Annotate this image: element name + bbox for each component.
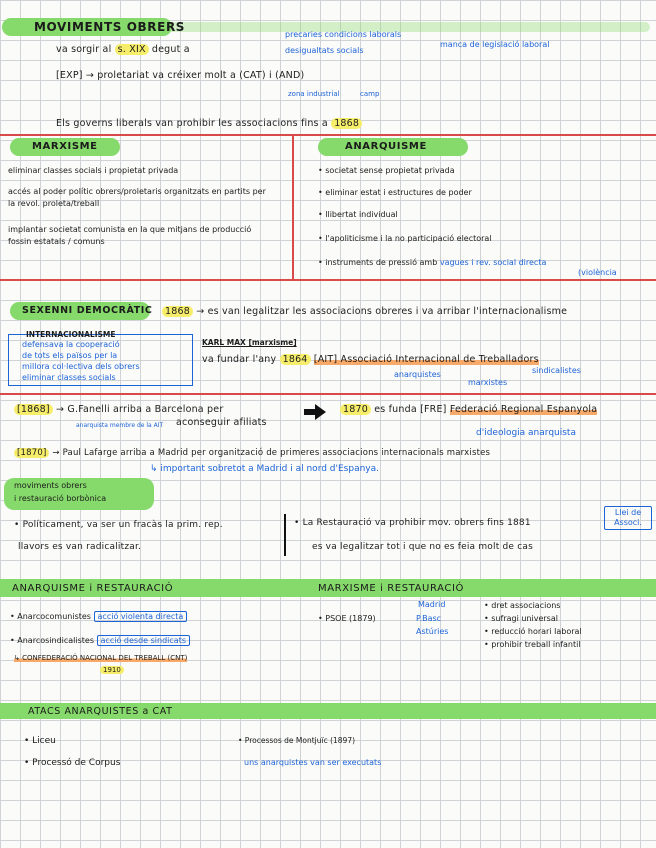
divider-bottom [0,279,656,281]
anarquisme-item-5-blue2: (violència [578,268,617,277]
page-title: MOVIMENTS OBRERS [34,20,186,34]
cnt-year-text: 1910 [100,666,124,674]
ait-branch-3: sindicalistes [532,366,581,375]
marxisme-item-3: implantar societat comunista en la que mitjans de producció fossin estatals / comuns [8,225,252,246]
anar-rest-item-1-blue: acció violenta directa [94,611,188,622]
intro-text-b: degut a [151,44,190,55]
intern-title: INTERNACIONALISME [26,330,116,339]
marx-point-3: • reducció horari laboral [484,627,582,636]
century-highlight: s. XIX [115,44,149,55]
anarquisme-item-3-text: llibertat individual [325,210,398,219]
restauracio-right-2: es va legalitzar tot i que no es feia molt de cas [312,542,533,552]
atacs-left-2: • Processó de Corpus [24,758,121,768]
anar-rest-heading: ANARQUISME i RESTAURACIÓ [12,583,174,594]
anar-rest-item-1 [10,612,187,621]
big-arrow-icon [304,404,326,420]
title-band-extension [160,22,650,32]
marx-point-4: • prohibir treball infantil [484,640,581,649]
sexenni-heading [22,305,152,316]
intern-line-1: defensava la cooperació [22,340,120,349]
fanelli-note: anarquista membre de la AIT [76,422,164,429]
restauracio-left-1: • Políticament, va ser un fracàs la prim. rep. [14,520,223,530]
anarquisme-item-3: • llibertat individual [318,210,398,219]
anarquisme-item-4-text: l'apoliticisme i la no participació electoral [325,234,492,243]
fre-line [340,404,597,415]
lafarge-year: [1870] [14,448,49,458]
atacs-right: • Processos de Montjuïc (1897) [238,736,356,745]
internacionalisme-bracket-right [186,334,193,386]
anarquisme-item-1: • societat sense propietat privada [318,166,455,175]
cnt-line [14,654,187,662]
intern-line-3: millora col·lectiva dels obrers [22,362,140,371]
fre-year: 1870 [340,404,371,415]
fanelli-year: [1868] [14,404,53,415]
ait-year: 1864 [280,354,311,365]
intern-line-2: de tots els països per la [22,351,118,360]
marx-point-2: • sufragi universal [484,614,558,623]
fre-note: d'ideologia anarquista [476,428,576,438]
divider-sexenni [0,393,656,395]
note-cat: zona industrial [288,90,340,98]
sexenni-text: → es van legalitzar les associacions obreres i va arribar l'internacionalisme [196,306,568,317]
intro-line3 [56,118,362,129]
restauracio-heading-1: moviments obrers [14,481,87,490]
sexenni-heading-text: SEXENNI DEMOCRÀTIC [22,305,153,316]
anarquisme-item-5: • instruments de pressió amb vagues i rev. social directa [318,258,547,267]
psoe: • PSOE (1879) [318,614,376,623]
atacs-right-blue: uns anarquistes van ser executats [244,758,382,767]
marx-point-1: • dret associacions [484,601,561,610]
anar-rest-item-2 [10,636,190,645]
region-1: Madrid [418,600,446,609]
restauracio-heading-2: i restauració borbònica [14,494,107,503]
intro-line2: [EXP] → proletariat va créixer molt a (CAT) i (AND) [56,70,305,81]
note-and: camp [360,90,380,98]
anarquisme-item-5-blue: vagues i rev. social directa [439,258,547,267]
fanelli-text-b: aconseguir afiliats [176,417,267,428]
llei-associacions-box [604,506,652,530]
marx-rest-heading: MARXISME i RESTAURACIÓ [318,583,464,594]
ait-line [202,354,539,365]
cause-2: desigualtats socials [285,46,364,55]
divider-vertical [292,134,294,280]
fre-text: es funda [FRE] [374,404,447,415]
lafarge-text: → Paul Lafarge arriba a Madrid per organització de primeres associacions internacionals marxistes [52,448,491,458]
anar-rest-item-1-text: • Anarcocomunistes [10,612,91,621]
restauracio-right-1: • La Restauració va prohibir mov. obrers fins 1881 [294,518,531,528]
intro-text-a: va sorgir al [56,44,112,55]
intern-line-4: eliminar classes socials [22,373,116,382]
anarquisme-item-2-text: eliminar estat i estructures de poder [325,188,472,197]
cause-extra: manca de legislació laboral [440,40,550,49]
fanelli-text-a: → G.Fanelli arriba a Barcelona per [56,404,224,415]
lafarge-note: ↳ important sobretot a Madrid i al nord d'Espanya. [150,464,380,474]
anarquisme-heading: ANARQUISME [345,141,427,152]
atacs-heading: ATACS ANARQUISTES a CAT [28,706,173,717]
karl-marx: KARL MAX [marxisme] [202,338,297,347]
restauracio-divider [284,514,286,556]
llei-associacions-text: Llei de Associ. [614,508,642,527]
divider-top [0,134,656,136]
region-2: P.Basc [416,614,442,623]
fre-name: Federació Regional Espanyola [449,404,598,415]
anarquisme-item-4: • l'apoliticisme i la no participació electoral [318,234,492,243]
anarquisme-item-5-text: instruments de pressió amb [325,258,438,267]
year-1868-highlight: 1868 [331,118,362,129]
anar-rest-item-2-text: • Anarcosindicalistes [10,636,95,645]
fanelli-line [14,404,223,415]
restauracio-left-2: llavors es van radicalitzar. [18,542,142,552]
marxisme-heading: MARXISME [32,141,98,152]
cnt-text: ↳ CONFEDERACIÓ NACIONAL DEL TREBALL (CNT) [14,654,188,662]
marxisme-item-2: accés al poder polític obrers/proletaris organitzats en partits per la revol. proleta/treball [8,187,266,208]
ait-text: va fundar l'any [202,354,277,365]
intro-line3-text: Els governs liberals van prohibir les associacions fins a [56,118,328,129]
intro-line1 [56,44,190,55]
marxisme-item-1: eliminar classes socials i propietat privada [8,166,179,175]
sexenni-year: 1868 [162,306,193,317]
ait-branch-1: anarquistes [394,370,441,379]
anar-rest-item-2-blue: acció desde sindicats [97,635,190,646]
lafarge-line [14,448,490,458]
anarquisme-item-2: • eliminar estat i estructures de poder [318,188,472,197]
anarquisme-item-1-text: societat sense propietat privada [325,166,455,175]
ait-branch-2: marxistes [468,378,508,387]
ait-name: [AIT] Associació Internacional de Treballadors [313,354,539,365]
cause-1: precaries condicions laborals [285,30,402,39]
region-3: Astúries [416,627,449,636]
cnt-year [100,666,124,674]
atacs-left-1: • Liceu [24,736,56,746]
sexenni-line [162,306,567,317]
